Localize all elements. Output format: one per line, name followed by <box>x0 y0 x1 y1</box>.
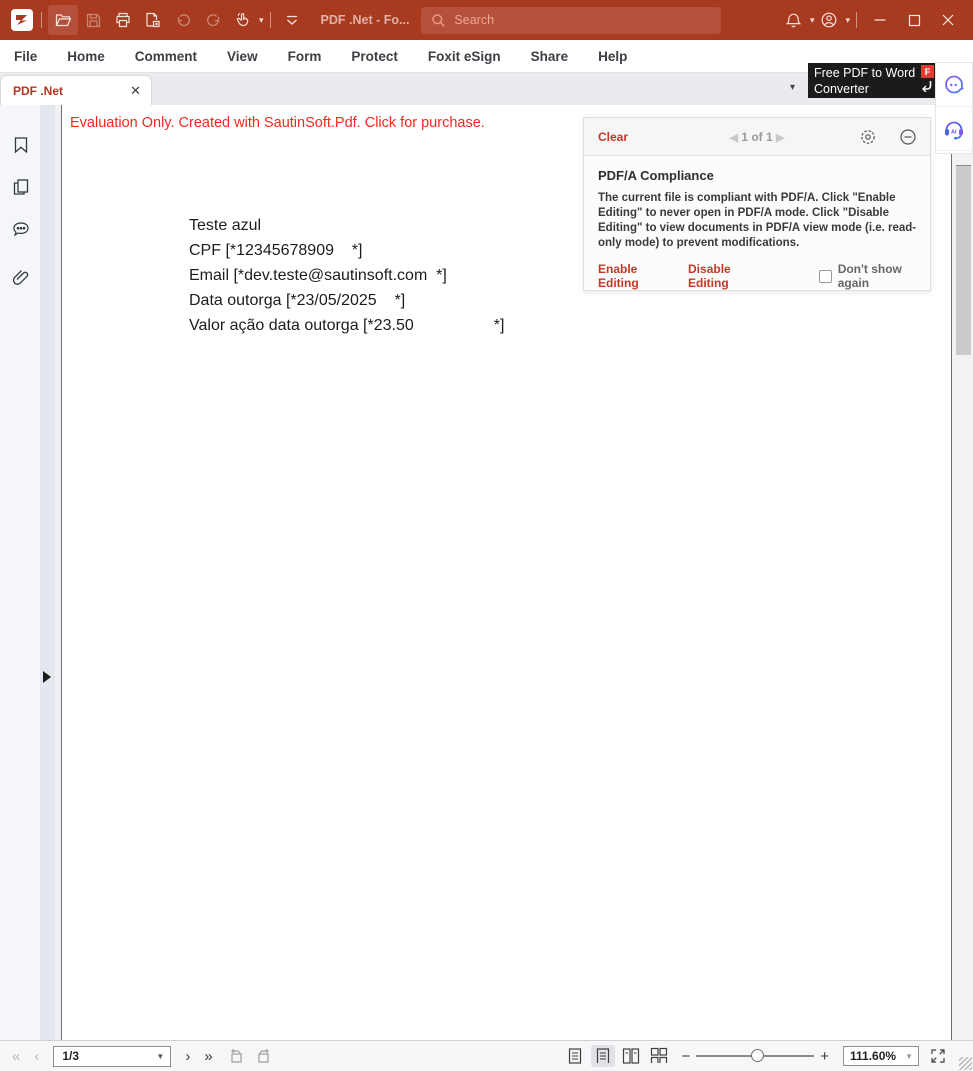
search-icon <box>431 13 446 28</box>
pages-icon[interactable] <box>11 177 31 197</box>
toolbar-divider <box>856 12 857 28</box>
ad-line2: Converter <box>814 82 869 96</box>
clear-link[interactable]: Clear <box>598 129 629 144</box>
doc-line: Valor ação data outorga [*23.50 *] <box>189 317 505 334</box>
menu-home[interactable]: Home <box>67 48 105 64</box>
panel-settings-gear-icon[interactable] <box>858 127 878 147</box>
assistant-strip <box>935 62 973 154</box>
chat-bubble-icon[interactable] <box>936 63 972 107</box>
zoom-slider-thumb[interactable] <box>751 1049 764 1062</box>
ad-line1: Free PDF to Word <box>814 66 916 80</box>
doc-line: CPF [*12345678909 *] <box>189 242 363 259</box>
menu-form[interactable]: Form <box>287 48 322 64</box>
undo-button[interactable] <box>168 5 198 35</box>
enable-editing-link[interactable]: Enable Editing <box>598 262 639 290</box>
sidebar-expand-handle[interactable] <box>43 671 51 683</box>
window-resize-grip[interactable] <box>959 1057 972 1070</box>
zoom-dropdown-caret-icon: ▼ <box>905 1051 913 1061</box>
comments-icon[interactable] <box>11 219 31 239</box>
navigation-sidebar <box>0 105 61 1040</box>
page-number-dropdown[interactable] <box>53 1046 171 1067</box>
open-file-button[interactable] <box>48 5 78 35</box>
tab-pdf-net[interactable] <box>0 75 152 105</box>
rotate-left-icon[interactable] <box>227 1047 245 1065</box>
toolbar-divider <box>41 12 42 28</box>
free-pdf-to-word-ad[interactable] <box>808 63 935 98</box>
zoom-out-icon[interactable]: − <box>681 1047 691 1065</box>
redo-button[interactable] <box>198 5 228 35</box>
close-button[interactable] <box>931 5 965 35</box>
scrollbar-thumb[interactable] <box>956 165 971 355</box>
collapse-toolbar-button[interactable] <box>277 5 307 35</box>
menu-comment[interactable]: Comment <box>134 48 198 64</box>
window-title: PDF .Net - Fo... <box>320 13 410 27</box>
tab-label: PDF .Net <box>13 83 64 98</box>
foxit-logo-icon <box>11 9 33 31</box>
disable-editing-link[interactable]: Disable Editing <box>688 262 731 290</box>
page-dropdown-caret-icon: ▼ <box>156 1051 165 1061</box>
ad-free-badge: F <box>921 65 934 78</box>
vertical-scrollbar[interactable] <box>952 105 973 1040</box>
hand-tool-dropdown-caret[interactable]: ▾ <box>259 14 264 25</box>
toolbar-divider <box>270 12 271 28</box>
zoom-slider[interactable] <box>696 1049 814 1063</box>
pager-prev-icon[interactable]: ◀ <box>729 131 738 144</box>
page-indicator: 1/3 <box>62 1049 80 1063</box>
zoom-level-dropdown[interactable] <box>843 1046 919 1066</box>
menu-file[interactable]: File <box>14 48 38 64</box>
first-page-icon[interactable]: « <box>12 1047 21 1065</box>
tab-close-icon[interactable]: ✕ <box>130 83 141 98</box>
pdfa-panel-title: PDF/A Compliance <box>598 168 714 183</box>
zoom-in-icon[interactable]: + <box>820 1047 829 1065</box>
title-bar <box>0 0 973 40</box>
attachments-icon[interactable] <box>11 267 31 287</box>
ai-support-headset-icon[interactable] <box>936 107 972 151</box>
tab-list-chevron-icon[interactable]: ▾ <box>790 82 796 93</box>
account-icon[interactable] <box>814 5 844 35</box>
panel-pager <box>584 130 930 144</box>
menu-view[interactable]: View <box>227 48 258 64</box>
single-page-view-icon[interactable] <box>563 1045 587 1067</box>
notifications-bell-icon[interactable] <box>779 5 809 35</box>
pager-count: 1 of 1 <box>741 129 773 144</box>
pager-next-icon[interactable]: ▶ <box>776 131 785 144</box>
fullscreen-icon[interactable] <box>929 1047 947 1065</box>
account-dropdown-caret[interactable]: ▾ <box>845 14 850 25</box>
pdfa-panel-message: The current file is compliant with PDF/A. Click "Enable Editing" to never open in PDF/A mode. Click "Disable Editing" to view documents in PDF/A view mode (i.e. read-only mode) to prevent modifications. <box>598 192 917 249</box>
bookmarks-icon[interactable] <box>11 135 31 155</box>
panel-collapse-icon[interactable] <box>898 127 918 147</box>
evaluation-watermark[interactable]: Evaluation Only. Created with SautinSoft.Pdf. Click for purchase. <box>70 115 485 131</box>
dont-show-again-label: Don't show again <box>837 262 902 290</box>
convert-page-button[interactable] <box>138 5 168 35</box>
minimize-button[interactable] <box>863 5 897 35</box>
menu-share[interactable]: Share <box>530 48 569 64</box>
facing-continuous-view-icon[interactable] <box>647 1045 671 1067</box>
rotate-right-icon[interactable] <box>255 1047 273 1065</box>
sidebar-strip <box>40 105 55 1040</box>
pdfa-compliance-panel <box>583 117 931 291</box>
continuous-view-icon[interactable] <box>591 1045 615 1067</box>
print-button[interactable] <box>108 5 138 35</box>
dont-show-again-checkbox[interactable] <box>819 270 832 283</box>
next-page-icon[interactable]: › <box>185 1047 191 1065</box>
search-input[interactable] <box>421 7 721 34</box>
svg-text:AI: AI <box>951 129 957 135</box>
search-placeholder: Search <box>454 13 495 27</box>
pdfa-panel-body <box>584 156 930 290</box>
ad-curved-arrow-icon <box>920 79 933 92</box>
doc-line: Email [*dev.teste@sautinsoft.com *] <box>189 267 447 284</box>
doc-line: Data outorga [*23/05/2025 *] <box>189 292 406 309</box>
zoom-level-value: 111.60% <box>850 1049 897 1063</box>
status-bar <box>0 1040 973 1071</box>
last-page-icon[interactable]: » <box>204 1047 213 1065</box>
menu-foxit-esign[interactable]: Foxit eSign <box>427 48 501 64</box>
previous-page-icon[interactable]: ‹ <box>34 1047 40 1065</box>
doc-line: Teste azul <box>189 217 262 234</box>
save-button[interactable] <box>78 5 108 35</box>
hand-tool-button[interactable] <box>228 5 258 35</box>
facing-view-icon[interactable] <box>619 1045 643 1067</box>
notifications-dropdown-caret[interactable]: ▾ <box>809 14 815 25</box>
maximize-button[interactable] <box>897 5 931 35</box>
menu-help[interactable]: Help <box>598 48 628 64</box>
pdfa-panel-header <box>584 118 930 156</box>
menu-protect[interactable]: Protect <box>351 48 398 64</box>
